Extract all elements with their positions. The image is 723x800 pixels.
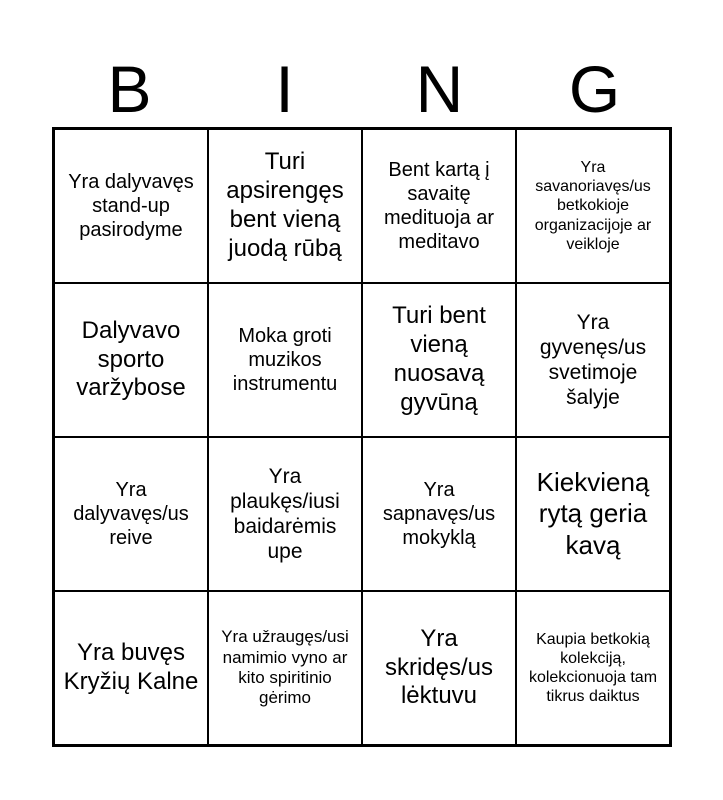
header-letter-b: B xyxy=(107,52,152,126)
bingo-cell[interactable]: Yra užraugęs/usi namimio vyno ar kito spiritinio gėrimo xyxy=(208,591,362,745)
bingo-cell[interactable]: Yra sapnavęs/us mokyklą xyxy=(362,437,516,591)
bingo-card-grid xyxy=(52,127,672,747)
bingo-cell[interactable]: Yra skridęs/us lėktuvu xyxy=(362,591,516,745)
bingo-cell[interactable]: Moka groti muzikos instrumentu xyxy=(208,283,362,437)
header-letter-n: N xyxy=(415,52,464,126)
header-letter-g: G xyxy=(568,52,621,126)
bingo-cell[interactable]: Yra gyvenęs/us svetimoje šalyje xyxy=(516,283,670,437)
bingo-cell[interactable]: Yra plaukęs/iusi baidarėmis upe xyxy=(208,437,362,591)
bingo-cell[interactable]: Turi apsirengęs bent vieną juodą rūbą xyxy=(208,129,362,283)
bingo-cell[interactable]: Bent kartą į savaitę medituoja ar meditavo xyxy=(362,129,516,283)
bing-header xyxy=(52,52,672,126)
bingo-cell[interactable]: Dalyvavo sporto varžybose xyxy=(54,283,208,437)
bingo-cell[interactable]: Kiekvieną rytą geria kavą xyxy=(516,437,670,591)
bingo-cell[interactable]: Yra dalyvavęs stand-up pasirodyme xyxy=(54,129,208,283)
bingo-cell[interactable]: Yra buvęs Kryžių Kalne xyxy=(54,591,208,745)
bingo-cell[interactable]: Turi bent vieną nuosavą gyvūną xyxy=(362,283,516,437)
bingo-cell[interactable]: Yra savanoriavęs/us betkokioje organizacijoje ar veikloje xyxy=(516,129,670,283)
bingo-cell[interactable]: Kaupia betkokią kolekciją, kolekcionuoja tam tikrus daiktus xyxy=(516,591,670,745)
bingo-cell[interactable]: Yra dalyvavęs/us reive xyxy=(54,437,208,591)
header-letter-i: I xyxy=(275,52,294,126)
